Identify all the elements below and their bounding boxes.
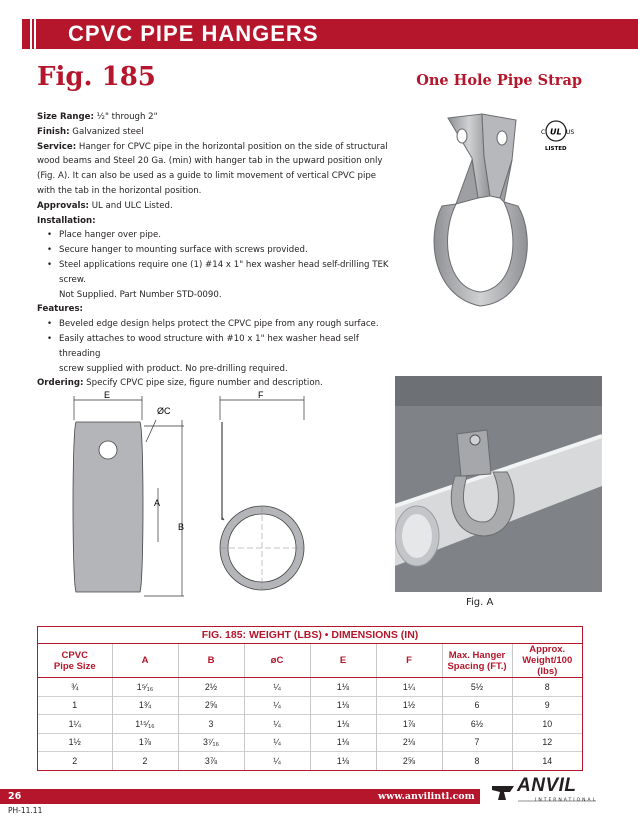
page-number: 26	[8, 791, 22, 802]
table-header-row	[38, 644, 582, 678]
cell: 2⅝	[376, 752, 442, 771]
cell: 10	[512, 715, 582, 734]
cell: 2½	[178, 678, 244, 697]
cell: 5½	[442, 678, 512, 697]
table-row	[38, 696, 582, 715]
cell: 1⅛	[310, 752, 376, 771]
cell: 1	[38, 696, 112, 715]
col-max-spacing: Max. Hanger Spacing (FT.)	[442, 644, 512, 678]
col-weight: Approx. Weight/100 (lbs)	[512, 644, 582, 678]
svg-text:US: US	[566, 129, 575, 136]
col-a: A	[112, 644, 178, 678]
cell: 1¾	[112, 696, 178, 715]
cell: 8	[442, 752, 512, 771]
list-item: • Secure hanger to mounting surface with screws provided.	[37, 243, 397, 258]
table-row	[38, 715, 582, 734]
cell: 1¼	[376, 678, 442, 697]
size-range: Size Range: ½" through 2"	[37, 112, 158, 122]
approvals: Approvals: UL and ULC Listed.	[37, 200, 173, 211]
list-item-continuation: Not Supplied. Part Number STD-0090.	[59, 289, 222, 300]
brand-subtitle: INTERNATIONAL	[535, 798, 598, 803]
svg-text:LISTED: LISTED	[545, 146, 567, 152]
cell: 2	[38, 752, 112, 771]
cell: 1⅛	[310, 715, 376, 734]
svg-text:UL: UL	[550, 127, 562, 137]
cell: 14	[512, 752, 582, 771]
header-bar	[22, 19, 638, 49]
cell: ¼	[244, 733, 310, 752]
finish: Finish: Galvanized steel	[37, 126, 144, 137]
cell: 2	[112, 752, 178, 771]
dimension-drawing	[54, 390, 374, 605]
cell: 9	[512, 696, 582, 715]
ul-listed-logo	[536, 117, 576, 153]
brand-name: ANVIL	[517, 775, 577, 796]
cell: 6½	[442, 715, 512, 734]
col-e: E	[310, 644, 376, 678]
cell: 1⅞	[376, 715, 442, 734]
figure-name: One Hole Pipe Strap	[416, 72, 582, 89]
list-item: • Beveled edge design helps protect the CPVC pipe from any rough surface.	[37, 317, 397, 332]
cell: 1⅛	[310, 696, 376, 715]
specifications	[37, 110, 397, 391]
col-f: F	[376, 644, 442, 678]
cell: 8	[544, 681, 550, 692]
ordering: Ordering: Specify CPVC pipe size, figure number and description.	[37, 378, 323, 389]
header-tick-marks	[30, 19, 36, 49]
features-heading: Features:	[37, 304, 83, 315]
table-row	[38, 678, 582, 697]
svg-text:C: C	[541, 129, 546, 136]
website-link[interactable]: www.anvilintl.com	[378, 791, 475, 802]
cell: ¼	[244, 678, 310, 697]
cell: ¼	[244, 715, 310, 734]
cell: 1¹⁵⁄₁₆	[112, 715, 178, 734]
dimensions-table	[37, 626, 583, 771]
cell: 1⁵⁄₁₆	[112, 678, 178, 697]
service: Service: Hanger for CPVC pipe in the horizontal position on the side of structural wood beams and Steel 20 Ga. (min) with hanger tab in the upward position only (Fig. A). It can also be used as a guide to limit movement of vertical CPVC pipe with the tab in the horizontal position.	[37, 141, 388, 196]
cell: 1½	[376, 696, 442, 715]
installation-heading: Installation:	[37, 215, 96, 226]
table-row	[38, 733, 582, 752]
list-item: • Steel applications require one (1) #14 x 1" hex washer head self-drilling TEK screw.	[37, 258, 397, 288]
svg-text:F: F	[258, 390, 264, 400]
cell: 3⅞	[178, 752, 244, 771]
pipe-strap-photo	[420, 106, 540, 316]
cell: ¼	[244, 752, 310, 771]
cell: ¾	[38, 678, 112, 697]
figure-number: Fig. 185	[37, 62, 156, 92]
col-b: B	[178, 644, 244, 678]
cell: 1⅛	[310, 733, 376, 752]
list-item: • Easily attaches to wood structure with #10 x 1" hex washer head self threading	[37, 332, 397, 362]
cell: 1⅞	[112, 733, 178, 752]
cell: 3⁷⁄₁₆	[178, 733, 244, 752]
col-c: øC	[244, 644, 310, 678]
list-item-continuation: screw supplied with product. No pre-drilling required.	[59, 363, 288, 374]
cell: 3	[178, 715, 244, 734]
cell: 12	[512, 733, 582, 752]
table-row	[38, 752, 582, 771]
cell: ¼	[244, 696, 310, 715]
page-title: CPVC PIPE HANGERS	[68, 21, 319, 46]
col-pipe-size: CPVC Pipe Size	[38, 644, 112, 678]
cell: 2⅝	[178, 696, 244, 715]
svg-text:ØC: ØC	[157, 406, 171, 416]
cell: 6	[442, 696, 512, 715]
list-item: • Place hanger over pipe.	[37, 228, 397, 243]
cell: 7	[442, 733, 512, 752]
cell: 1½	[38, 733, 112, 752]
installed-hanger-photo	[395, 376, 602, 592]
svg-text:B: B	[178, 522, 185, 532]
table-title: FIG. 185: WEIGHT (LBS) • DIMENSIONS (IN)	[38, 627, 582, 644]
cell: 1⅛	[310, 678, 376, 697]
document-id: PH-11.11	[8, 806, 43, 815]
cell: 1¼	[38, 715, 112, 734]
photo-caption: Fig. A	[466, 597, 494, 608]
svg-text:E: E	[104, 390, 111, 400]
cell: 2⅛	[376, 733, 442, 752]
svg-text:A: A	[154, 498, 161, 508]
